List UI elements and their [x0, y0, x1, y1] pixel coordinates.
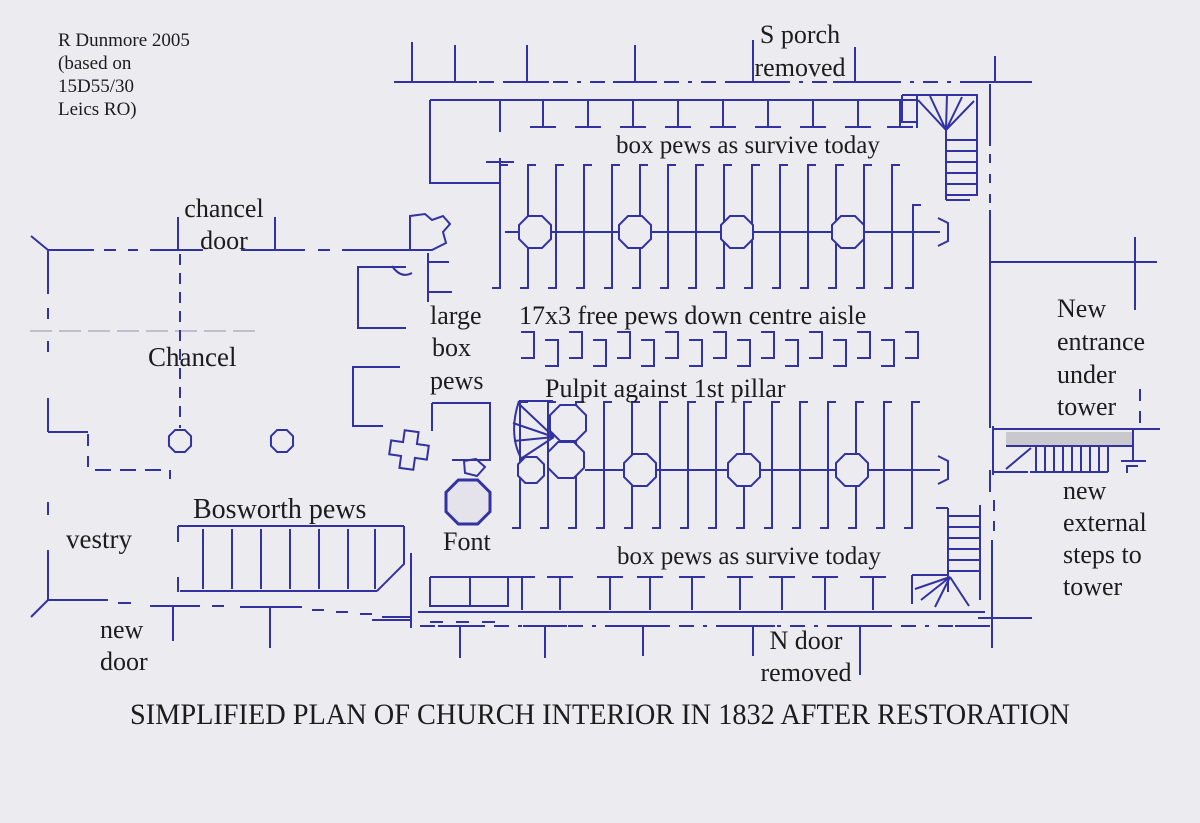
- pillar: [624, 454, 656, 486]
- label-box-pews-bottom: box pews as survive today: [617, 543, 881, 570]
- pillar: [619, 216, 651, 248]
- label-new-entrance: entrance: [1057, 327, 1146, 356]
- plan-title: SIMPLIFIED PLAN OF CHURCH INTERIOR IN 1832 AFTER RESTORATION: [130, 698, 1070, 731]
- font-octagon: [446, 480, 490, 524]
- outer-south-wall: [394, 40, 1032, 82]
- upper-box-pews: [492, 165, 948, 288]
- label-new-door: new: [100, 615, 144, 644]
- label-vestry: vestry: [66, 524, 132, 554]
- credit-line: (based on: [58, 53, 132, 74]
- pillar: [832, 216, 864, 248]
- label-external-steps: steps to: [1063, 540, 1142, 569]
- outer-north-wall: [420, 626, 990, 675]
- se-winder-stairs: [912, 505, 980, 607]
- credit-line: Leics RO): [58, 99, 137, 120]
- label-chancel: Chancel: [148, 342, 237, 372]
- south-aisle-pew-dividers: [530, 100, 913, 127]
- first-pillar: [548, 442, 584, 478]
- label-n-door-removed: removed: [760, 658, 852, 687]
- chancel-post: [169, 430, 191, 452]
- chancel-post: [271, 430, 293, 452]
- pillar: [519, 216, 551, 248]
- label-large-box-pews: box: [432, 333, 471, 362]
- label-font: Font: [443, 527, 491, 556]
- pulpit-and-stairs: [513, 401, 586, 483]
- plan-labels: [58, 20, 1147, 731]
- label-box-pews-top: box pews as survive today: [616, 132, 880, 159]
- pillar: [836, 454, 868, 486]
- label-large-box-pews: large: [430, 301, 482, 330]
- pillar: [721, 216, 753, 248]
- ne-winder-stairs: [902, 94, 977, 200]
- label-external-steps: tower: [1063, 572, 1123, 601]
- north-aisle-pew-dividers: [430, 577, 886, 610]
- tower-steps: [993, 426, 1160, 475]
- pulpit-step-octagon: [518, 457, 544, 483]
- chancel-vestry-walls: [31, 217, 423, 648]
- label-free-pews: 17x3 free pews down centre aisle: [519, 301, 867, 330]
- cruciform-pier: [388, 429, 431, 472]
- credit-line: 15D55/30: [58, 76, 134, 97]
- label-large-box-pews: pews: [430, 366, 484, 395]
- label-pulpit: Pulpit against 1st pillar: [545, 374, 786, 403]
- label-bosworth-pews: Bosworth pews: [193, 494, 367, 525]
- label-s-porch: S porch: [759, 20, 841, 49]
- pulpit-octagon: [550, 405, 586, 441]
- bosworth-pews-comb: [178, 526, 404, 592]
- label-external-steps: external: [1063, 508, 1147, 537]
- label-s-porch: removed: [754, 53, 846, 82]
- label-chancel-door: chancel: [184, 194, 264, 223]
- label-n-door-removed: N door: [769, 626, 843, 655]
- label-chancel-door: door: [200, 226, 248, 255]
- pillar: [728, 454, 760, 486]
- label-new-entrance: New: [1057, 294, 1107, 323]
- label-new-entrance: tower: [1057, 392, 1117, 421]
- label-external-steps: new: [1063, 476, 1107, 505]
- credit-line: R Dunmore 2005: [58, 30, 190, 51]
- label-new-entrance: under: [1057, 360, 1117, 389]
- label-new-door: door: [100, 647, 148, 676]
- free-pews-row: [521, 332, 918, 366]
